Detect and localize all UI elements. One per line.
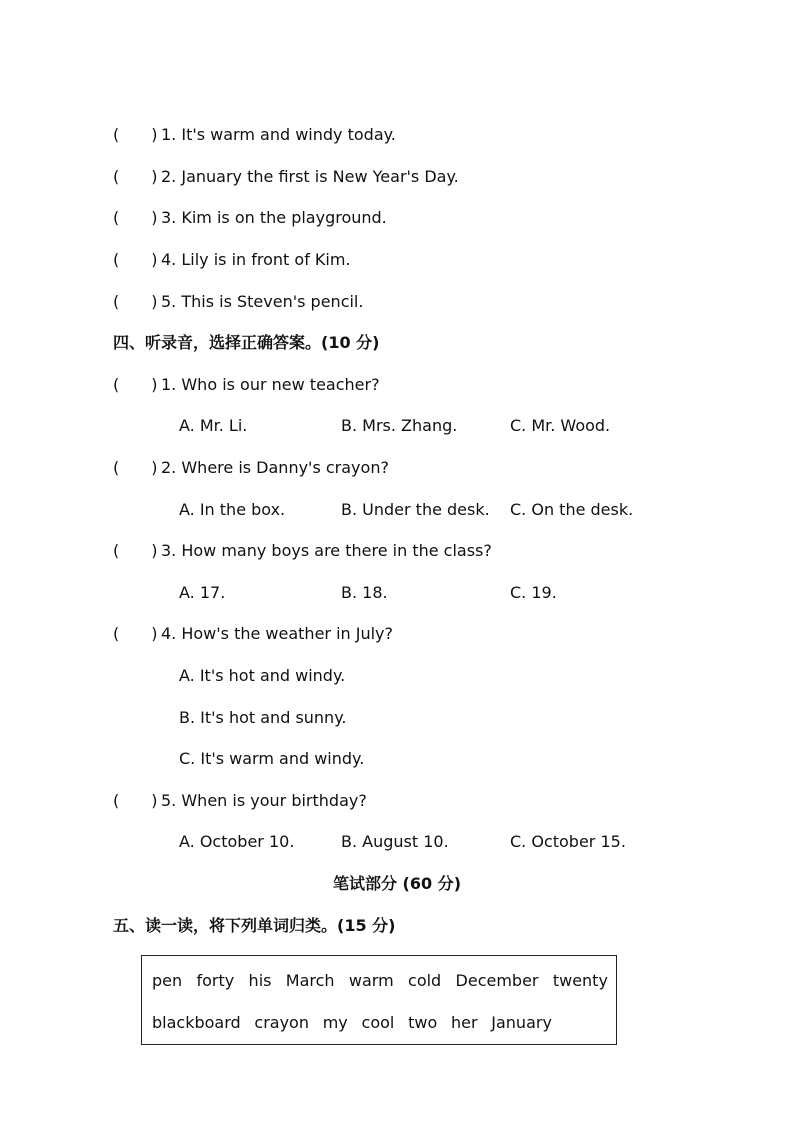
answer-parenthesis[interactable]: ( ): [113, 208, 158, 227]
word: my: [322, 1013, 348, 1032]
option-c: C. October 15.: [510, 832, 626, 851]
judge-item-text: 2. January the first is New Year's Day.: [161, 167, 459, 186]
option-a: A. It's hot and windy.: [179, 666, 346, 685]
answer-parenthesis[interactable]: ( ): [113, 292, 158, 311]
answer-parenthesis[interactable]: ( ): [113, 624, 158, 643]
option-a: A. Mr. Li.: [179, 416, 248, 435]
section5-title: 五、读一读，将下列单词归类。(15 分): [113, 916, 396, 935]
word: his: [248, 971, 272, 990]
word: cold: [408, 971, 442, 990]
judge-item-text: 1. It's warm and windy today.: [161, 125, 396, 144]
word: two: [408, 1013, 438, 1032]
word: forty: [196, 971, 235, 990]
question-text: 2. Where is Danny's crayon?: [161, 458, 389, 477]
option-b: B. It's hot and sunny.: [179, 708, 347, 727]
option-a: A. October 10.: [179, 832, 295, 851]
option-b: B. Mrs. Zhang.: [341, 416, 458, 435]
answer-parenthesis[interactable]: ( ): [113, 375, 158, 394]
judge-item-text: 4. Lily is in front of Kim.: [161, 250, 351, 269]
word: cool: [361, 1013, 395, 1032]
word: pen: [152, 971, 183, 990]
word: January: [491, 1013, 552, 1032]
question-text: 3. How many boys are there in the class?: [161, 541, 492, 560]
option-c: C. 19.: [510, 583, 557, 602]
option-c: C. Mr. Wood.: [510, 416, 611, 435]
section4-title: 四、听录音，选择正确答案。(10 分): [113, 333, 380, 352]
word-row-1: [152, 971, 608, 990]
option-a: A. In the box.: [179, 500, 286, 519]
word-box: [141, 955, 617, 1045]
question-text: 4. How's the weather in July?: [161, 624, 394, 643]
option-b: B. August 10.: [341, 832, 449, 851]
question-text: 5. When is your birthday?: [161, 791, 367, 810]
answer-parenthesis[interactable]: ( ): [113, 250, 158, 269]
answer-parenthesis[interactable]: ( ): [113, 458, 158, 477]
written-part-title: 笔试部分 (60 分): [332, 874, 462, 893]
option-b: B. 18.: [341, 583, 388, 602]
question-text: 1. Who is our new teacher?: [161, 375, 380, 394]
answer-parenthesis[interactable]: ( ): [113, 541, 158, 560]
judge-item-text: 3. Kim is on the playground.: [161, 208, 387, 227]
word: March: [285, 971, 335, 990]
word: warm: [348, 971, 394, 990]
option-a: A. 17.: [179, 583, 226, 602]
option-c: C. It's warm and windy.: [179, 749, 365, 768]
word: blackboard: [152, 1013, 241, 1032]
word-row-2: [152, 1013, 552, 1032]
answer-parenthesis[interactable]: ( ): [113, 791, 158, 810]
option-b: B. Under the desk.: [341, 500, 490, 519]
judge-item-text: 5. This is Steven's pencil.: [161, 292, 364, 311]
word: crayon: [254, 1013, 309, 1032]
answer-parenthesis[interactable]: ( ): [113, 167, 158, 186]
option-c: C. On the desk.: [510, 500, 634, 519]
word: twenty: [552, 971, 608, 990]
answer-parenthesis[interactable]: ( ): [113, 125, 158, 144]
word: her: [450, 1013, 478, 1032]
word: December: [455, 971, 539, 990]
